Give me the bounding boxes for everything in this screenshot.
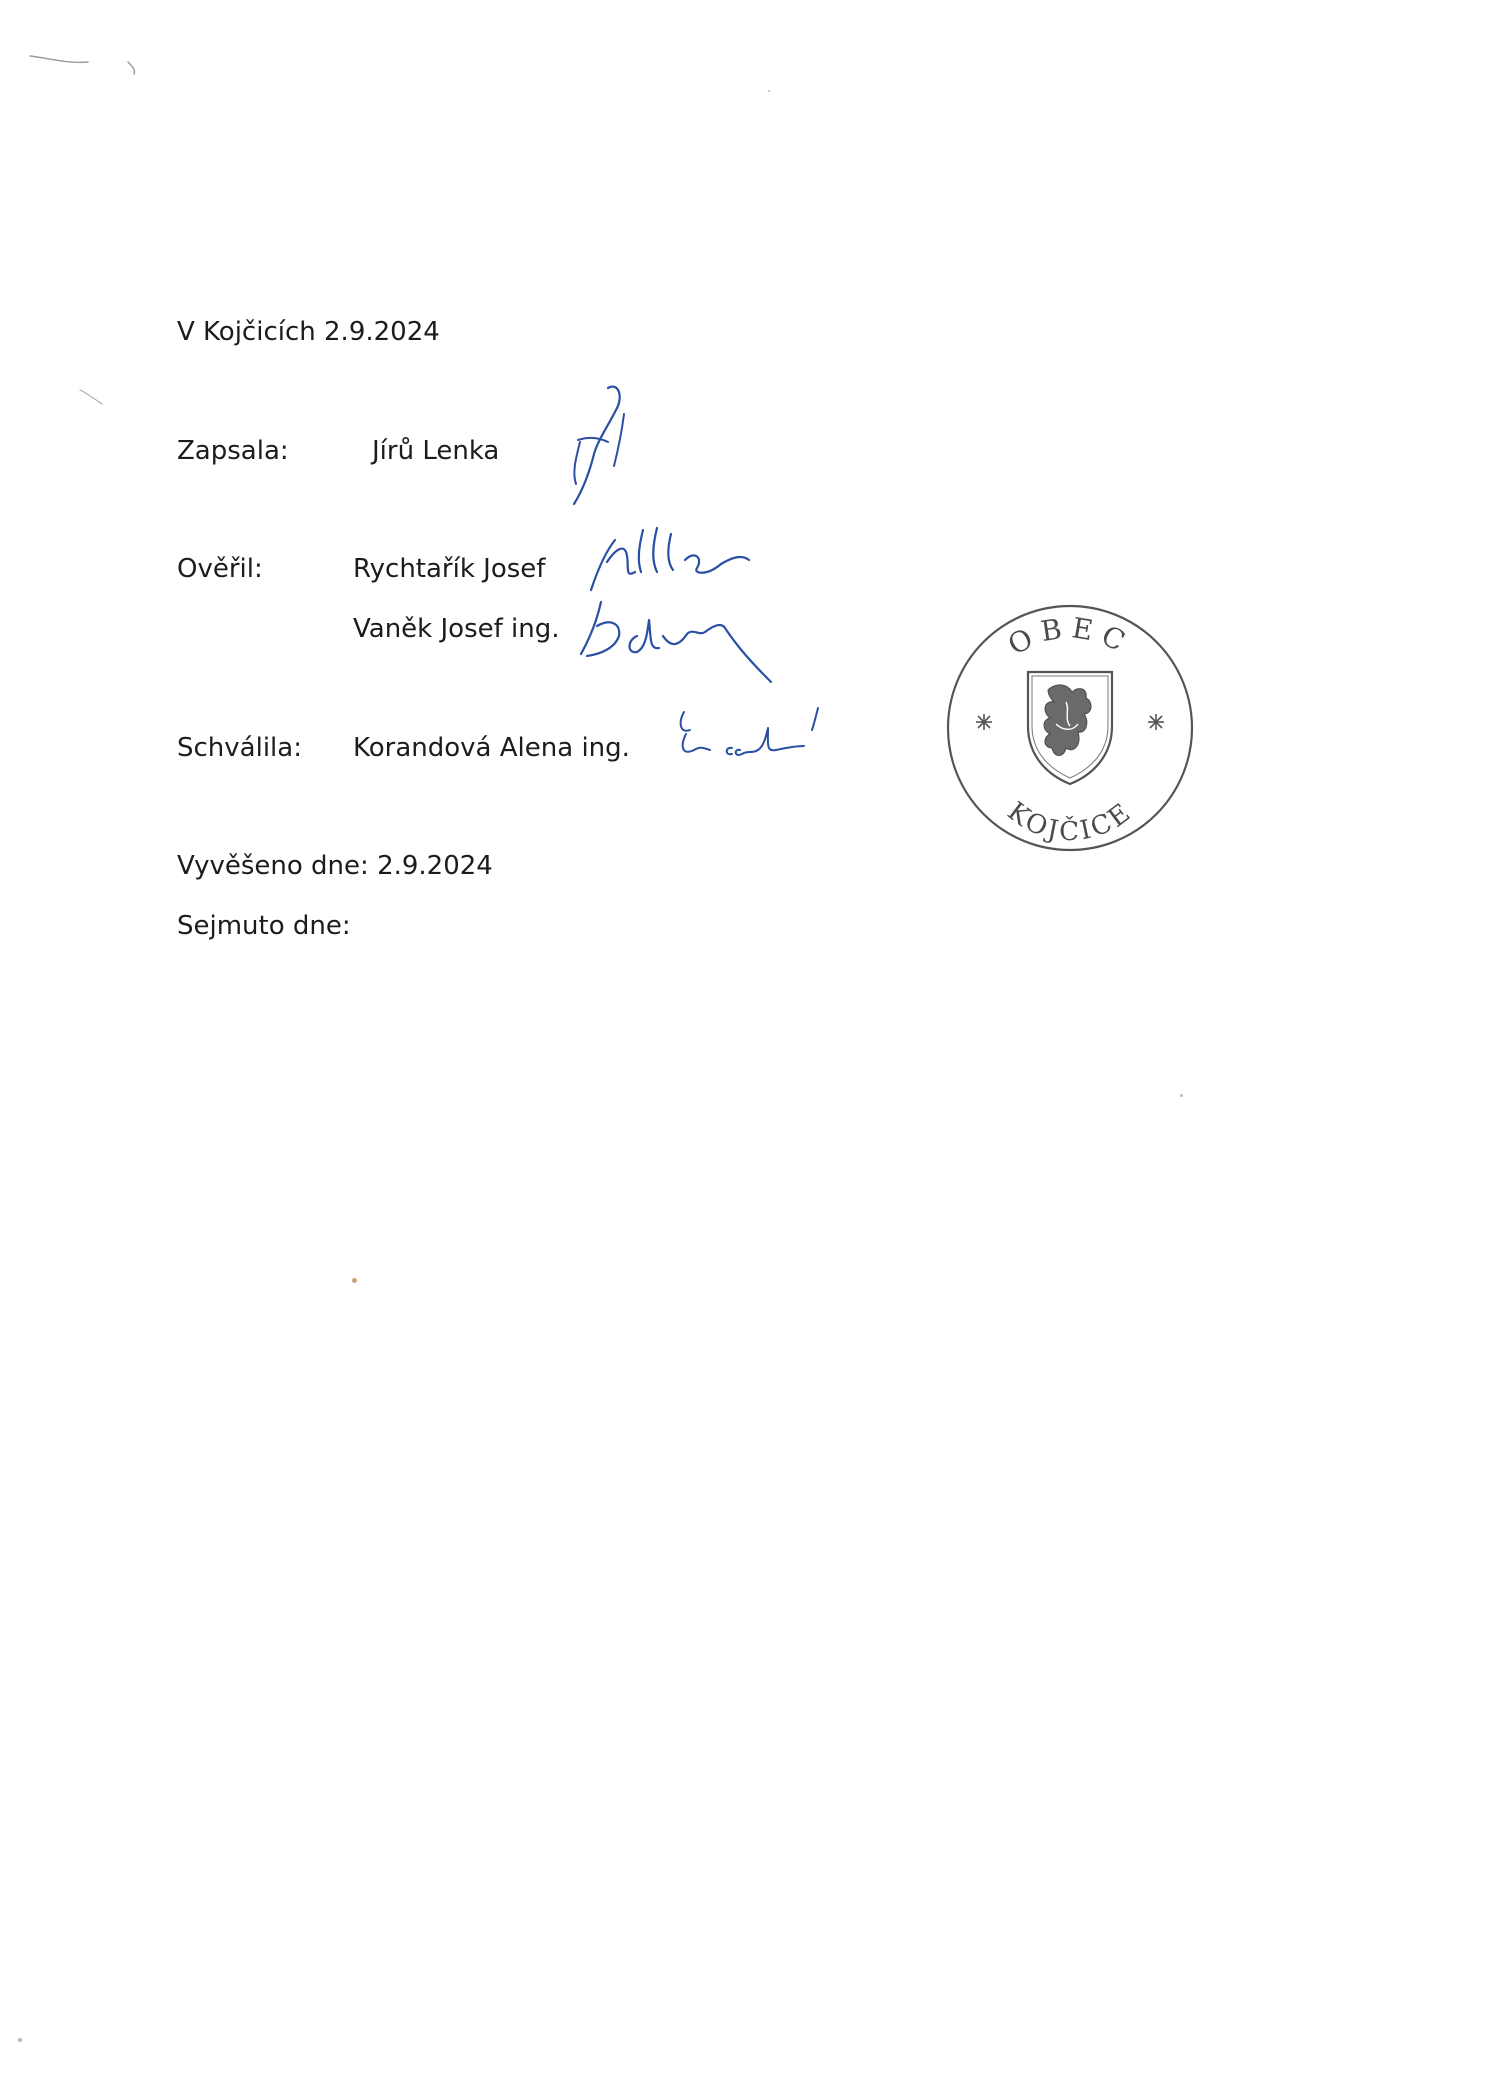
stamp-top-text: OBEC	[1002, 611, 1138, 662]
signature-approved-by	[670, 700, 840, 780]
removed-line	[177, 910, 351, 942]
coat-of-arms-lion-icon	[1028, 672, 1112, 784]
official-stamp	[940, 598, 1200, 858]
scan-mark	[78, 388, 108, 408]
approved-by-name: Korandová Alena ing.	[353, 733, 630, 763]
posted-date: 2.9.2024	[377, 851, 493, 881]
recorded-by-label: Zapsala:	[177, 436, 289, 466]
posted-label: Vyvěšeno dne:	[177, 851, 369, 881]
verified-by-name-2: Vaněk Josef ing.	[353, 614, 560, 644]
stamp-bottom-text: KOJČICE	[1001, 796, 1139, 848]
scan-mark	[28, 48, 138, 78]
verified-by-name-1: Rychtařík Josef	[353, 554, 546, 584]
place-date: V Kojčicích 2.9.2024	[177, 317, 440, 347]
signature-recorded-by	[560, 380, 650, 510]
scan-speck	[18, 2038, 22, 2042]
scan-speck	[768, 90, 770, 92]
signature-verified-2	[575, 596, 775, 686]
verified-by-label: Ověřil:	[177, 554, 263, 584]
recorded-by-name: Jírů Lenka	[372, 436, 500, 466]
stamp-star-right-icon	[1148, 714, 1164, 730]
scan-speck	[352, 1278, 357, 1283]
removed-label: Sejmuto dne:	[177, 911, 351, 941]
approved-by-label: Schválila:	[177, 733, 302, 763]
scan-speck	[1180, 1094, 1183, 1097]
posted-line	[177, 850, 493, 882]
stamp-star-left-icon	[976, 714, 992, 730]
